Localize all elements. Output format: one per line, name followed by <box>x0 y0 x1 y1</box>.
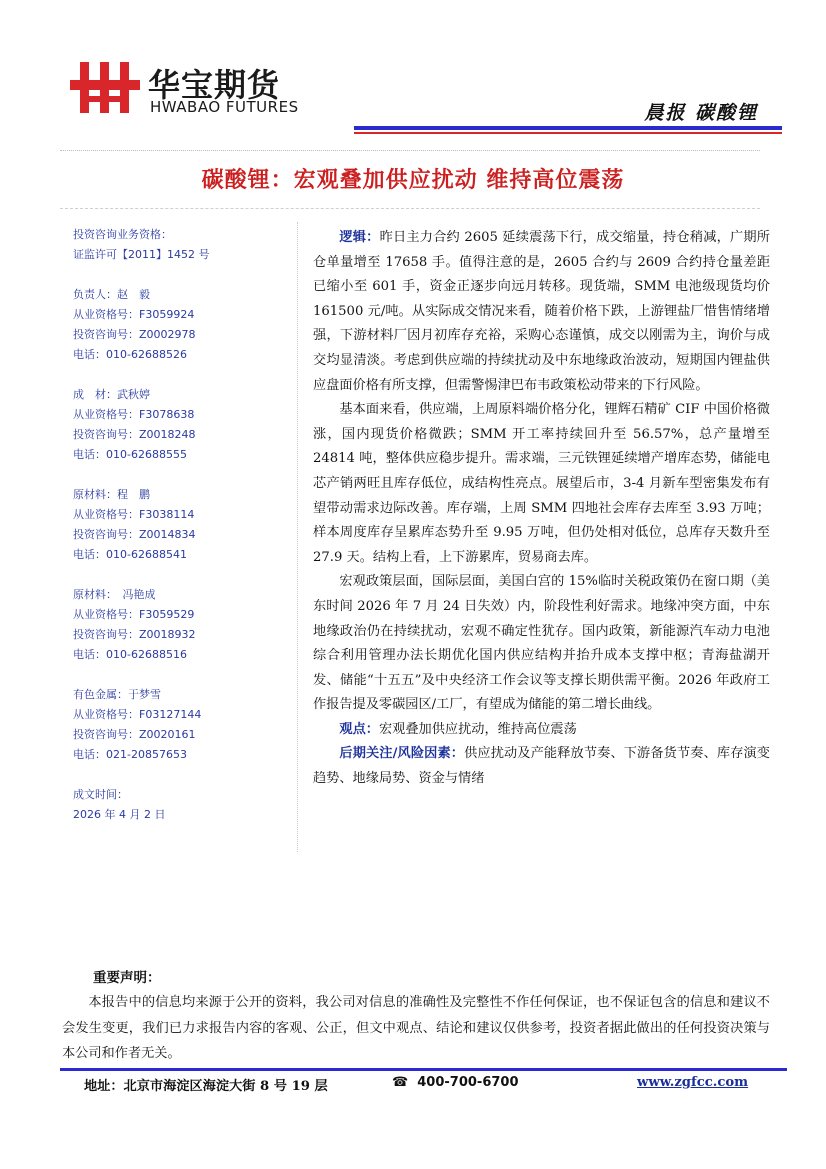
analyst-block <box>73 385 293 465</box>
risk-text: 供应扰动及产能释放节奏、下游备货节奏、库存演变趋势、地缘局势、资金与情绪 <box>313 746 770 787</box>
analyst-consult-number: 投资咨询号：Z0002978 <box>73 328 196 341</box>
report-type: 晨报 碳酸锂 <box>644 102 758 124</box>
analyst-consult-number: 投资咨询号：Z0018932 <box>73 628 196 641</box>
analyst-block <box>73 685 293 765</box>
analyst-qualification: 从业资格号：F3059529 <box>73 608 195 621</box>
risk-paragraph <box>313 742 770 791</box>
hwabao-logo-icon <box>70 60 140 115</box>
analyst-role: 成 材：武秋婷 <box>73 388 150 401</box>
logic-label: 逻辑： <box>339 230 380 245</box>
analyst-block <box>73 285 293 365</box>
analyst-phone: 电话：010-62688541 <box>73 548 187 561</box>
analyst-phone: 电话：010-62688516 <box>73 648 187 661</box>
phone-icon: ☎ <box>392 1075 409 1090</box>
footer-address: 地址：北京市海淀区海淀大街 8 号 19 层 <box>84 1079 328 1094</box>
analyst-qualification: 从业资格号：F03127144 <box>73 708 202 721</box>
footer-phone-number: 400-700-6700 <box>417 1075 519 1090</box>
license-value: 证监许可【2011】1452 号 <box>73 248 210 261</box>
date-label: 成文时间： <box>73 788 128 801</box>
sidebar-divider <box>297 222 298 852</box>
footer-website-link[interactable]: www.zgfcc.com <box>637 1075 749 1090</box>
logo-english-name: HWABAO FUTURES <box>150 98 299 116</box>
analyst-consult-number: 投资咨询号：Z0020161 <box>73 728 196 741</box>
title-separator <box>60 208 760 209</box>
macro-paragraph: 宏观政策层面，国际层面，美国白宫的 15%临时关税政策仍在窗口期（美东时间 2026 年 7 月 24 日失效）内，阶段性利好需求。地缘冲突方面，中东地缘政治仍在持续扰动，宏观不确定性犹存。国内政策，新能源汽车动力电池综合利用管理办法长期优化国内供应结构并抬升成本支撑中枢；青海盐湖开发、储能“十五五”及中央经济工作会议等支撑长期供需平衡。2026 年政府工作报告提及零碳园区/工厂，有望成为储能的第二增长曲线。 <box>313 574 770 713</box>
analyst-consult-number: 投资咨询号：Z0018248 <box>73 428 196 441</box>
fundamentals-paragraph: 基本面来看，供应端，上周原料端价格分化，锂辉石精矿 CIF 中国价格微涨，国内现货价格微跌；SMM 开工率持续回升至 56.57%，总产量增至 24814 吨，整体供应稳步提升。需求端，三元铁锂延续增产增库态势，储能电芯产销两旺且库存低位，成结构性亮点。展望后市，3-4 月新车型密集发布有望带动需求边际改善。库存端，上周 SMM 四地社会库存去库至 3.93 万吨；样本周度库存呈累库态势升至 9.95 万吨，但仍处相对低位，总库存天数升至 27.9 天。结构上看，上下游累库，贸易商去库。 <box>313 402 770 565</box>
analyst-block <box>73 585 293 665</box>
view-text: 宏观叠加供应扰动，维持高位震荡 <box>378 721 577 737</box>
analyst-qualification: 从业资格号：F3078638 <box>73 408 195 421</box>
analyst-phone: 电话：010-62688555 <box>73 448 187 461</box>
analyst-role: 原材料：程 鹏 <box>73 488 150 501</box>
analyst-role: 负责人：赵 毅 <box>73 288 150 301</box>
analyst-role: 原材料： 冯艳成 <box>73 588 156 601</box>
analyst-qualification: 从业资格号：F3038114 <box>73 508 195 521</box>
footer-divider <box>60 1068 787 1071</box>
analyst-phone: 电话：010-62688526 <box>73 348 187 361</box>
disclaimer-text: 本报告中的信息均来源于公开的资料，我公司对信息的准确性及完整性不作任何保证，也不保证包含的信息和建议不会发生变更，我们已力求报告内容的客观、公正，但文中观点、结论和建议仅供参考，投资者据此做出的任何投资决策与本公司和作者无关。 <box>62 995 770 1061</box>
analyst-sidebar <box>73 225 293 825</box>
license-label: 投资咨询业务资格： <box>73 228 172 241</box>
header-separator <box>60 150 760 151</box>
analyst-consult-number: 投资咨询号：Z0014834 <box>73 528 196 541</box>
logic-paragraph <box>313 226 770 398</box>
footer-phone <box>392 1075 519 1090</box>
analyst-block <box>73 485 293 565</box>
main-content <box>313 226 770 792</box>
view-label: 观点： <box>339 721 379 737</box>
disclaimer-title: 重要声明： <box>93 970 161 986</box>
date-value: 2026 年 4 月 2 日 <box>73 808 166 821</box>
report-title: 碳酸锂：宏观叠加供应扰动 维持高位震荡 <box>201 167 625 193</box>
analyst-phone: 电话：021-20857653 <box>73 748 187 761</box>
logic-text: 昨日主力合约 2605 延续震荡下行，成交缩量，持仓稍减，广期所仓单量增至 17658 手。值得注意的是，2605 合约与 2609 合约持仓量差距已缩小至 601 手，资金正逐步向远月转移。现货端，SMM 电池级现货均价 161500 元/吨。从实际成交情况来看，随着价格下跌，上游锂盐厂惜售情绪增强，下游材料厂因月初库存充裕，采购心态谨慎，成交以刚需为主，询价与成交均显清淡。考虑到供应端的持续扰动及中东地缘政治波动，短期国内锂盐供应盘面价格有所支撑，但需警惕津巴布韦政策松动带来的下行风险。 <box>313 230 770 393</box>
risk-label: 后期关注/风险因素： <box>339 746 465 762</box>
view-paragraph <box>313 718 770 743</box>
header-divider-red <box>354 132 782 134</box>
header-divider-blue <box>354 126 782 130</box>
company-logo <box>70 60 315 122</box>
logo-chinese-name: 华宝期货 <box>148 66 281 104</box>
analyst-qualification: 从业资格号：F3059924 <box>73 308 195 321</box>
analyst-role: 有色金属：于梦雪 <box>73 688 161 701</box>
